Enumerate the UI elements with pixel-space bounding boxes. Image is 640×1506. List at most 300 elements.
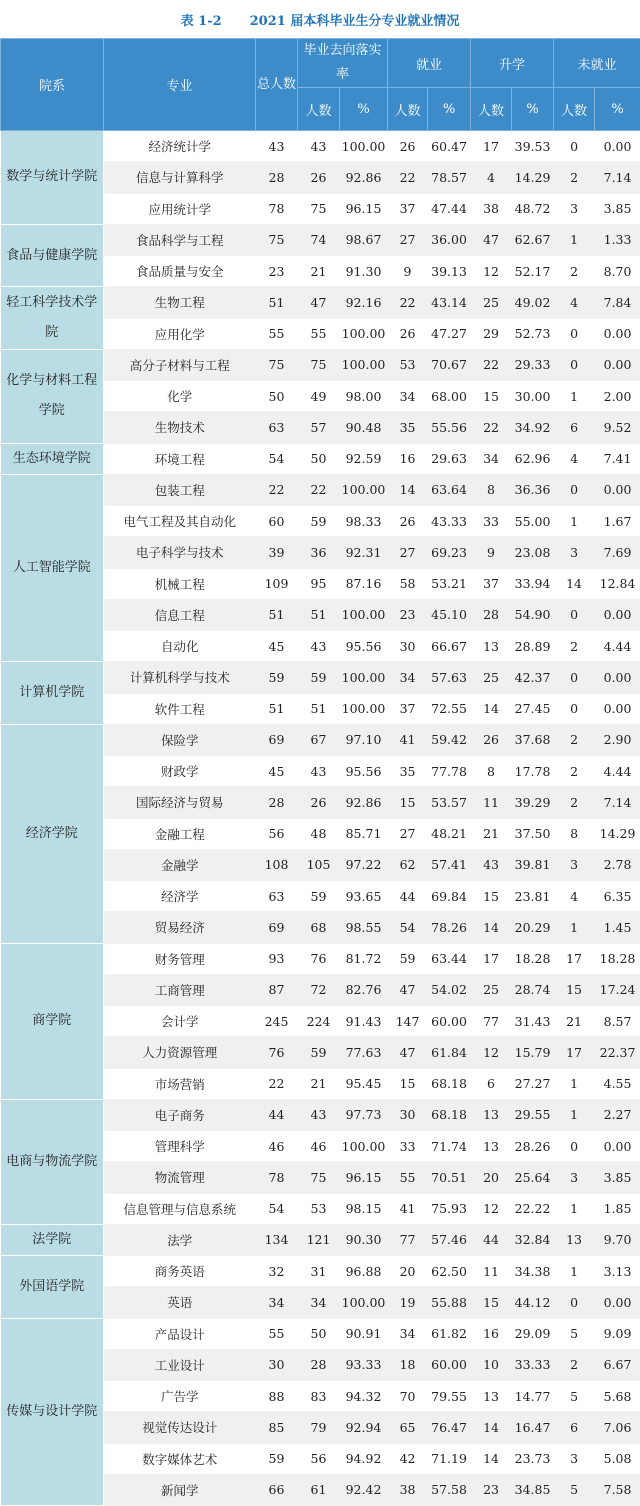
placed-count: 59 xyxy=(298,1037,340,1068)
total-count: 32 xyxy=(256,1256,298,1287)
major-name: 经济统计学 xyxy=(104,131,256,162)
placement-rate: 98.55 xyxy=(340,912,388,943)
further-study-count: 44 xyxy=(471,1224,512,1255)
placement-rate: 96.15 xyxy=(340,193,388,224)
employed-percent: 62.50 xyxy=(428,1256,471,1287)
employed-percent: 78.26 xyxy=(428,912,471,943)
further-study-count: 13 xyxy=(471,631,512,662)
placed-count: 75 xyxy=(298,193,340,224)
employed-percent: 70.67 xyxy=(428,349,471,380)
further-study-percent: 27.27 xyxy=(512,1068,554,1099)
employed-percent: 57.46 xyxy=(428,1224,471,1255)
unemployed-count: 1 xyxy=(554,912,595,943)
placement-rate: 100.00 xyxy=(340,599,388,630)
header-major: 专业 xyxy=(104,39,256,131)
further-study-percent: 54.90 xyxy=(512,599,554,630)
major-name: 金融学 xyxy=(104,849,256,880)
placement-rate: 100.00 xyxy=(340,349,388,380)
placed-count: 48 xyxy=(298,818,340,849)
further-study-percent: 17.78 xyxy=(512,756,554,787)
unemployed-count: 2 xyxy=(554,162,595,193)
further-study-percent: 49.02 xyxy=(512,287,554,318)
employed-percent: 77.78 xyxy=(428,756,471,787)
placed-count: 21 xyxy=(298,256,340,287)
header-unemployed: 未就业 xyxy=(554,39,640,88)
unemployed-count: 17 xyxy=(554,1037,595,1068)
table-row xyxy=(1,1318,640,1349)
total-count: 55 xyxy=(256,1318,298,1349)
further-study-percent: 29.09 xyxy=(512,1318,554,1349)
placement-rate: 94.92 xyxy=(340,1443,388,1474)
employed-count: 33 xyxy=(388,1131,428,1162)
total-count: 22 xyxy=(256,1068,298,1099)
major-name: 保险学 xyxy=(104,724,256,755)
placement-rate: 81.72 xyxy=(340,943,388,974)
major-name: 人力资源管理 xyxy=(104,1037,256,1068)
employed-count: 14 xyxy=(388,474,428,505)
total-count: 78 xyxy=(256,1162,298,1193)
unemployed-percent: 5.08 xyxy=(595,1443,640,1474)
unemployed-percent: 4.44 xyxy=(595,756,640,787)
total-count: 76 xyxy=(256,1037,298,1068)
total-count: 75 xyxy=(256,224,298,255)
unemployed-count: 15 xyxy=(554,974,595,1005)
employed-percent: 57.58 xyxy=(428,1474,471,1505)
further-study-count: 22 xyxy=(471,349,512,380)
placement-rate: 96.15 xyxy=(340,1162,388,1193)
placement-rate: 87.16 xyxy=(340,568,388,599)
unemployed-count: 3 xyxy=(554,1443,595,1474)
employed-count: 55 xyxy=(388,1162,428,1193)
total-count: 51 xyxy=(256,693,298,724)
employed-count: 34 xyxy=(388,381,428,412)
total-count: 54 xyxy=(256,443,298,474)
further-study-percent: 48.72 xyxy=(512,193,554,224)
header-employed: 就业 xyxy=(388,39,471,88)
placed-count: 26 xyxy=(298,162,340,193)
employed-count: 147 xyxy=(388,1006,428,1037)
employed-count: 65 xyxy=(388,1412,428,1443)
placed-count: 50 xyxy=(298,1318,340,1349)
unemployed-percent: 2.90 xyxy=(595,724,640,755)
major-name: 工业设计 xyxy=(104,1349,256,1380)
further-study-percent: 31.43 xyxy=(512,1006,554,1037)
employed-count: 30 xyxy=(388,631,428,662)
further-study-percent: 29.55 xyxy=(512,1099,554,1130)
employed-count: 37 xyxy=(388,693,428,724)
unemployed-count: 5 xyxy=(554,1474,595,1505)
employed-percent: 47.44 xyxy=(428,193,471,224)
college-name: 计算机学院 xyxy=(1,662,104,725)
employed-percent: 72.55 xyxy=(428,693,471,724)
placed-count: 43 xyxy=(298,1099,340,1130)
employed-percent: 48.21 xyxy=(428,818,471,849)
unemployed-count: 1 xyxy=(554,1256,595,1287)
placement-rate: 85.71 xyxy=(340,818,388,849)
total-count: 45 xyxy=(256,631,298,662)
placed-count: 67 xyxy=(298,724,340,755)
table-row xyxy=(1,287,640,318)
total-count: 85 xyxy=(256,1412,298,1443)
employed-percent: 43.14 xyxy=(428,287,471,318)
placement-rate: 92.16 xyxy=(340,287,388,318)
subheader-percent: % xyxy=(595,88,640,131)
unemployed-percent: 6.35 xyxy=(595,881,640,912)
placement-rate: 90.48 xyxy=(340,412,388,443)
employed-percent: 68.18 xyxy=(428,1099,471,1130)
major-name: 电子商务 xyxy=(104,1099,256,1130)
further-study-percent: 32.84 xyxy=(512,1224,554,1255)
major-name: 财政学 xyxy=(104,756,256,787)
unemployed-count: 2 xyxy=(554,631,595,662)
employed-count: 37 xyxy=(388,193,428,224)
placement-rate: 98.67 xyxy=(340,224,388,255)
placement-rate: 92.59 xyxy=(340,443,388,474)
further-study-percent: 28.89 xyxy=(512,631,554,662)
unemployed-count: 8 xyxy=(554,818,595,849)
employed-count: 15 xyxy=(388,787,428,818)
employed-count: 35 xyxy=(388,412,428,443)
placement-rate: 100.00 xyxy=(340,318,388,349)
unemployed-percent: 9.70 xyxy=(595,1224,640,1255)
employed-count: 30 xyxy=(388,1099,428,1130)
total-count: 28 xyxy=(256,162,298,193)
further-study-count: 13 xyxy=(471,1381,512,1412)
further-study-count: 8 xyxy=(471,474,512,505)
further-study-count: 43 xyxy=(471,849,512,880)
major-name: 信息与计算科学 xyxy=(104,162,256,193)
further-study-count: 38 xyxy=(471,193,512,224)
employed-percent: 63.64 xyxy=(428,474,471,505)
placement-rate: 90.30 xyxy=(340,1224,388,1255)
unemployed-count: 0 xyxy=(554,693,595,724)
employed-count: 27 xyxy=(388,818,428,849)
placed-count: 59 xyxy=(298,662,340,693)
further-study-percent: 28.26 xyxy=(512,1131,554,1162)
placed-count: 68 xyxy=(298,912,340,943)
placed-count: 43 xyxy=(298,631,340,662)
employed-count: 41 xyxy=(388,724,428,755)
placed-count: 21 xyxy=(298,1068,340,1099)
total-count: 69 xyxy=(256,724,298,755)
unemployed-percent: 5.68 xyxy=(595,1381,640,1412)
unemployed-count: 6 xyxy=(554,412,595,443)
unemployed-percent: 0.00 xyxy=(595,1131,640,1162)
total-count: 59 xyxy=(256,1443,298,1474)
table-number: 表 1-2 xyxy=(181,10,222,29)
further-study-count: 14 xyxy=(471,1443,512,1474)
major-name: 信息工程 xyxy=(104,599,256,630)
table-row xyxy=(1,224,640,255)
further-study-count: 14 xyxy=(471,912,512,943)
employed-count: 38 xyxy=(388,1474,428,1505)
placed-count: 79 xyxy=(298,1412,340,1443)
unemployed-percent: 7.06 xyxy=(595,1412,640,1443)
unemployed-percent: 2.00 xyxy=(595,381,640,412)
unemployed-count: 1 xyxy=(554,1099,595,1130)
unemployed-percent: 7.58 xyxy=(595,1474,640,1505)
table-row xyxy=(1,349,640,380)
employed-count: 34 xyxy=(388,662,428,693)
unemployed-count: 5 xyxy=(554,1381,595,1412)
unemployed-count: 17 xyxy=(554,943,595,974)
employed-percent: 39.13 xyxy=(428,256,471,287)
placed-count: 46 xyxy=(298,1131,340,1162)
employed-percent: 61.82 xyxy=(428,1318,471,1349)
placed-count: 53 xyxy=(298,1193,340,1224)
further-study-count: 4 xyxy=(471,162,512,193)
employed-count: 59 xyxy=(388,943,428,974)
employed-count: 34 xyxy=(388,1318,428,1349)
placement-rate: 92.86 xyxy=(340,162,388,193)
unemployed-percent: 0.00 xyxy=(595,474,640,505)
unemployed-count: 0 xyxy=(554,1131,595,1162)
major-name: 信息管理与信息系统 xyxy=(104,1193,256,1224)
major-name: 机械工程 xyxy=(104,568,256,599)
further-study-percent: 29.33 xyxy=(512,349,554,380)
total-count: 30 xyxy=(256,1349,298,1380)
further-study-percent: 23.08 xyxy=(512,537,554,568)
placed-count: 47 xyxy=(298,287,340,318)
table-row xyxy=(1,1256,640,1287)
employed-count: 42 xyxy=(388,1443,428,1474)
employed-percent: 54.02 xyxy=(428,974,471,1005)
employed-percent: 63.44 xyxy=(428,943,471,974)
placed-count: 61 xyxy=(298,1474,340,1505)
college-name: 人工智能学院 xyxy=(1,474,104,662)
major-name: 环境工程 xyxy=(104,443,256,474)
employed-count: 23 xyxy=(388,599,428,630)
table-body xyxy=(1,131,640,1506)
total-count: 22 xyxy=(256,474,298,505)
further-study-percent: 39.81 xyxy=(512,849,554,880)
employed-percent: 76.47 xyxy=(428,1412,471,1443)
total-count: 28 xyxy=(256,787,298,818)
further-study-count: 14 xyxy=(471,693,512,724)
major-name: 广告学 xyxy=(104,1381,256,1412)
unemployed-count: 0 xyxy=(554,131,595,162)
unemployed-count: 2 xyxy=(554,724,595,755)
placement-rate: 98.00 xyxy=(340,381,388,412)
employed-percent: 43.33 xyxy=(428,506,471,537)
employed-percent: 61.84 xyxy=(428,1037,471,1068)
employed-count: 44 xyxy=(388,881,428,912)
further-study-percent: 22.22 xyxy=(512,1193,554,1224)
placed-count: 224 xyxy=(298,1006,340,1037)
college-name: 经济学院 xyxy=(1,724,104,943)
employed-count: 19 xyxy=(388,1287,428,1318)
total-count: 23 xyxy=(256,256,298,287)
major-name: 应用统计学 xyxy=(104,193,256,224)
major-name: 金融工程 xyxy=(104,818,256,849)
placed-count: 74 xyxy=(298,224,340,255)
employed-count: 27 xyxy=(388,537,428,568)
total-count: 50 xyxy=(256,381,298,412)
table-row xyxy=(1,1099,640,1130)
placement-rate: 97.73 xyxy=(340,1099,388,1130)
table-row xyxy=(1,443,640,474)
major-name: 新闻学 xyxy=(104,1474,256,1505)
placement-rate: 97.22 xyxy=(340,849,388,880)
employed-percent: 60.00 xyxy=(428,1006,471,1037)
total-count: 63 xyxy=(256,412,298,443)
placed-count: 75 xyxy=(298,1162,340,1193)
unemployed-count: 0 xyxy=(554,662,595,693)
table-row xyxy=(1,943,640,974)
college-name: 外国语学院 xyxy=(1,1256,104,1319)
further-study-count: 12 xyxy=(471,1193,512,1224)
total-count: 78 xyxy=(256,193,298,224)
placed-count: 31 xyxy=(298,1256,340,1287)
total-count: 34 xyxy=(256,1287,298,1318)
employed-percent: 71.19 xyxy=(428,1443,471,1474)
employed-count: 20 xyxy=(388,1256,428,1287)
unemployed-percent: 22.37 xyxy=(595,1037,640,1068)
employed-percent: 60.47 xyxy=(428,131,471,162)
unemployed-count: 0 xyxy=(554,318,595,349)
total-count: 54 xyxy=(256,1193,298,1224)
major-name: 生物技术 xyxy=(104,412,256,443)
placement-rate: 94.32 xyxy=(340,1381,388,1412)
placement-rate: 100.00 xyxy=(340,131,388,162)
placed-count: 28 xyxy=(298,1349,340,1380)
employed-count: 9 xyxy=(388,256,428,287)
employed-count: 27 xyxy=(388,224,428,255)
header-total: 总人数 xyxy=(256,39,298,131)
employment-table xyxy=(0,38,640,1506)
further-study-percent: 30.00 xyxy=(512,381,554,412)
unemployed-count: 0 xyxy=(554,1287,595,1318)
placed-count: 59 xyxy=(298,506,340,537)
employed-percent: 57.63 xyxy=(428,662,471,693)
unemployed-count: 0 xyxy=(554,474,595,505)
total-count: 43 xyxy=(256,131,298,162)
major-name: 包装工程 xyxy=(104,474,256,505)
further-study-count: 21 xyxy=(471,818,512,849)
employed-percent: 47.27 xyxy=(428,318,471,349)
placement-rate: 92.31 xyxy=(340,537,388,568)
unemployed-count: 2 xyxy=(554,256,595,287)
further-study-count: 17 xyxy=(471,943,512,974)
subheader-count: 人数 xyxy=(298,88,340,131)
employed-percent: 68.18 xyxy=(428,1068,471,1099)
further-study-percent: 55.00 xyxy=(512,506,554,537)
further-study-percent: 34.92 xyxy=(512,412,554,443)
major-name: 自动化 xyxy=(104,631,256,662)
employed-percent: 70.51 xyxy=(428,1162,471,1193)
major-name: 高分子材料与工程 xyxy=(104,349,256,380)
placed-count: 22 xyxy=(298,474,340,505)
subheader-count: 人数 xyxy=(471,88,512,131)
further-study-percent: 14.77 xyxy=(512,1381,554,1412)
employed-percent: 68.00 xyxy=(428,381,471,412)
further-study-percent: 37.68 xyxy=(512,724,554,755)
subheader-percent: % xyxy=(340,88,388,131)
placement-rate: 95.56 xyxy=(340,631,388,662)
employed-count: 70 xyxy=(388,1381,428,1412)
employed-count: 18 xyxy=(388,1349,428,1380)
placement-rate: 91.43 xyxy=(340,1006,388,1037)
unemployed-percent: 1.67 xyxy=(595,506,640,537)
placement-rate: 91.30 xyxy=(340,256,388,287)
further-study-count: 11 xyxy=(471,1256,512,1287)
employed-count: 26 xyxy=(388,506,428,537)
further-study-count: 22 xyxy=(471,412,512,443)
placement-rate: 77.63 xyxy=(340,1037,388,1068)
further-study-count: 16 xyxy=(471,1318,512,1349)
college-name: 化学与材料工程学院 xyxy=(1,349,104,443)
employed-percent: 69.84 xyxy=(428,881,471,912)
placed-count: 95 xyxy=(298,568,340,599)
unemployed-percent: 7.14 xyxy=(595,162,640,193)
further-study-percent: 33.33 xyxy=(512,1349,554,1380)
unemployed-percent: 1.85 xyxy=(595,1193,640,1224)
major-name: 工商管理 xyxy=(104,974,256,1005)
header-further-study: 升学 xyxy=(471,39,554,88)
total-count: 45 xyxy=(256,756,298,787)
placed-count: 26 xyxy=(298,787,340,818)
major-name: 生物工程 xyxy=(104,287,256,318)
placed-count: 49 xyxy=(298,381,340,412)
major-name: 市场营销 xyxy=(104,1068,256,1099)
unemployed-percent: 3.85 xyxy=(595,193,640,224)
unemployed-percent: 0.00 xyxy=(595,599,640,630)
unemployed-count: 2 xyxy=(554,1349,595,1380)
placed-count: 75 xyxy=(298,349,340,380)
major-name: 贸易经济 xyxy=(104,912,256,943)
employed-count: 47 xyxy=(388,974,428,1005)
employed-count: 15 xyxy=(388,1068,428,1099)
further-study-percent: 14.29 xyxy=(512,162,554,193)
unemployed-percent: 0.00 xyxy=(595,693,640,724)
subheader-percent: % xyxy=(512,88,554,131)
unemployed-percent: 1.33 xyxy=(595,224,640,255)
unemployed-percent: 7.69 xyxy=(595,537,640,568)
subheader-count: 人数 xyxy=(554,88,595,131)
placement-rate: 95.45 xyxy=(340,1068,388,1099)
subheader-percent: % xyxy=(428,88,471,131)
employed-percent: 36.00 xyxy=(428,224,471,255)
major-name: 商务英语 xyxy=(104,1256,256,1287)
placed-count: 43 xyxy=(298,756,340,787)
unemployed-percent: 8.57 xyxy=(595,1006,640,1037)
further-study-percent: 34.85 xyxy=(512,1474,554,1505)
placed-count: 51 xyxy=(298,599,340,630)
placement-rate: 92.42 xyxy=(340,1474,388,1505)
employed-percent: 29.63 xyxy=(428,443,471,474)
major-name: 视觉传达设计 xyxy=(104,1412,256,1443)
table-title: 2021 届本科毕业生分专业就业情况 xyxy=(250,10,460,29)
further-study-percent: 62.67 xyxy=(512,224,554,255)
major-name: 电气工程及其自动化 xyxy=(104,506,256,537)
placed-count: 56 xyxy=(298,1443,340,1474)
further-study-count: 34 xyxy=(471,443,512,474)
placement-rate: 98.15 xyxy=(340,1193,388,1224)
employed-count: 58 xyxy=(388,568,428,599)
employed-percent: 53.57 xyxy=(428,787,471,818)
unemployed-percent: 0.00 xyxy=(595,662,640,693)
further-study-percent: 44.12 xyxy=(512,1287,554,1318)
unemployed-percent: 17.24 xyxy=(595,974,640,1005)
unemployed-percent: 4.44 xyxy=(595,631,640,662)
further-study-count: 6 xyxy=(471,1068,512,1099)
further-study-percent: 39.29 xyxy=(512,787,554,818)
further-study-count: 17 xyxy=(471,131,512,162)
employed-percent: 69.23 xyxy=(428,537,471,568)
placement-rate: 100.00 xyxy=(340,693,388,724)
college-name: 食品与健康学院 xyxy=(1,224,104,287)
unemployed-percent: 7.14 xyxy=(595,787,640,818)
